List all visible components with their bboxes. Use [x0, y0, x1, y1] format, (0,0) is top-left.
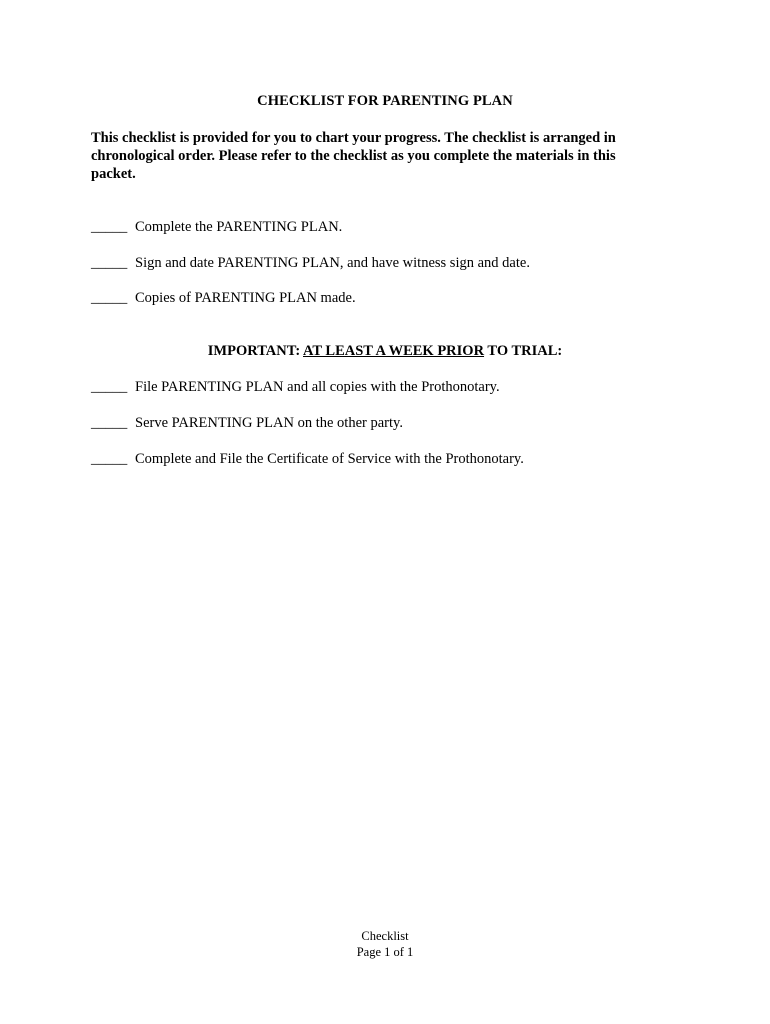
checklist-item-text: Complete the PARENTING PLAN.	[135, 219, 343, 235]
checklist-item-text: File PARENTING PLAN and all copies with the Prothonotary.	[135, 379, 500, 395]
checklist-item	[91, 219, 342, 236]
important-suffix: TO TRIAL:	[484, 343, 563, 359]
checklist-item	[91, 290, 356, 307]
checklist-blank: _____	[91, 255, 128, 271]
important-prefix: IMPORTANT:	[207, 343, 303, 359]
footer-page-number: Page 1 of 1	[356, 945, 414, 959]
intro-paragraph: This checklist is provided for you to chart your progress. The checklist is arranged in chronological order. Please refer to the checklist as you complete the materials in this packet.	[91, 130, 616, 182]
page-footer	[0, 928, 770, 960]
checklist-blank: _____	[91, 379, 128, 395]
checklist-item-text: Sign and date PARENTING PLAN, and have witness sign and date.	[135, 255, 530, 271]
checklist-item-text: Complete and File the Certificate of Service with the Prothonotary.	[135, 451, 524, 467]
checklist-blank: _____	[91, 451, 128, 467]
checklist-blank: _____	[91, 219, 128, 235]
checklist-item	[91, 451, 524, 468]
checklist-item	[91, 415, 403, 432]
important-heading	[0, 343, 770, 360]
checklist-item-text: Copies of PARENTING PLAN made.	[135, 290, 356, 306]
document-title: CHECKLIST FOR PARENTING PLAN	[257, 93, 513, 109]
important-underlined: AT LEAST A WEEK PRIOR	[303, 343, 485, 359]
checklist-item-text: Serve PARENTING PLAN on the other party.	[135, 415, 403, 431]
checklist-blank: _____	[91, 415, 128, 431]
checklist-item	[91, 255, 530, 272]
footer-label: Checklist	[361, 929, 409, 943]
checklist-blank: _____	[91, 290, 128, 306]
checklist-item	[91, 379, 500, 396]
